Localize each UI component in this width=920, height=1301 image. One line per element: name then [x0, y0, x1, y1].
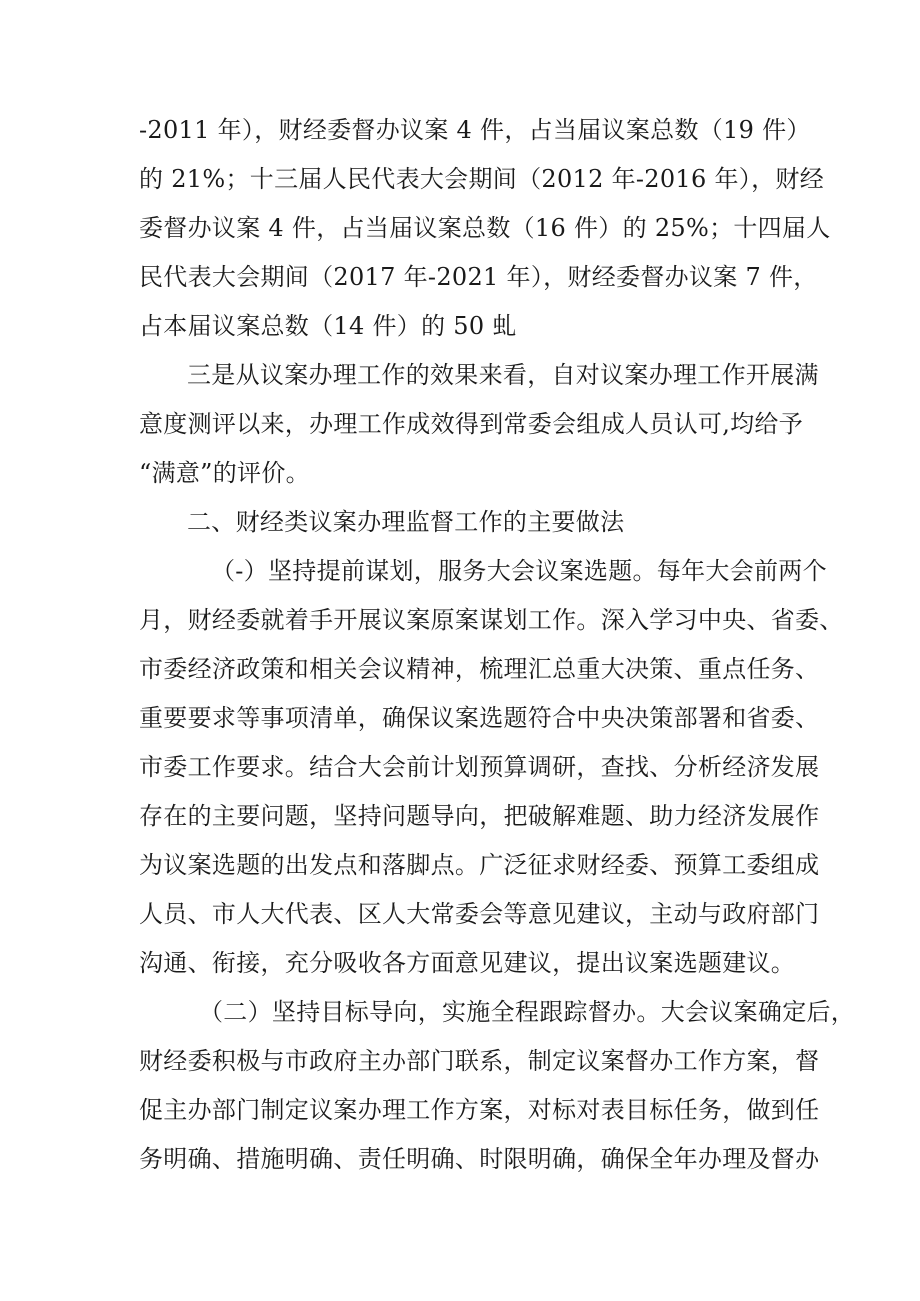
text-line-12: 市委经济政策和相关会议精神，梳理汇总重大决策、重点任务、 [139, 655, 820, 683]
text-line-16: 为议案选题的出发点和落脚点。广泛征求财经委、预算工委组成 [139, 851, 820, 879]
text-line-1: -2011 年），财经委督办议案 4 件，占当届议案总数（19 件） [139, 116, 811, 144]
text-line-18: 沟通、衔接，充分吸收各方面意见建议，提出议案选题建议。 [139, 949, 796, 977]
section-heading: 二、财经类议案办理监督工作的主要做法 [187, 508, 625, 536]
text-line-5: 占本届议案总数（14 件）的 50 虬 [139, 312, 517, 340]
text-line-15: 存在的主要问题，坚持问题导向，把破解难题、助力经济发展作 [139, 802, 820, 830]
text-line-19: （二）坚持目标导向，实施全程跟踪督办。大会议案确定后， [199, 998, 856, 1026]
text-line-22: 务明确、措施明确、责任明确、时限明确，确保全年办理及督办 [139, 1145, 820, 1173]
text-line-11: 月，财经委就着手开展议案原案谋划工作。深入学习中央、省委、 [139, 606, 844, 634]
text-line-4: 民代表大会期间（2017 年-2021 年），财经委督办议案 7 件， [139, 263, 818, 291]
text-line-3: 委督办议案 4 件，占当届议案总数（16 件）的 25%；十四届人 [139, 214, 831, 242]
text-line-2: 的 21%；十三届人民代表大会期间（2012 年-2016 年），财经 [139, 165, 824, 193]
text-line-20: 财经委积极与市政府主办部门联系，制定议案督办工作方案，督 [139, 1047, 820, 1075]
text-line-8: “满意”的评价。 [139, 459, 310, 487]
text-line-17: 人员、市人大代表、区人大常委会等意见建议，主动与政府部门 [139, 900, 820, 928]
text-line-14: 市委工作要求。结合大会前计划预算调研，查找、分析经济发展 [139, 753, 820, 781]
text-line-10: （-）坚持提前谋划，服务大会议案选题。每年大会前两个 [211, 557, 827, 585]
text-line-21: 促主办部门制定议案办理工作方案，对标对表目标任务，做到任 [139, 1096, 820, 1124]
text-line-7: 意度测评以来，办理工作成效得到常委会组成人员认可,均给予 [139, 410, 804, 438]
text-line-6: 三是从议案办理工作的效果来看，自对议案办理工作开展满 [187, 361, 819, 389]
text-line-13: 重要要求等事项清单，确保议案选题符合中央决策部署和省委、 [139, 704, 820, 732]
